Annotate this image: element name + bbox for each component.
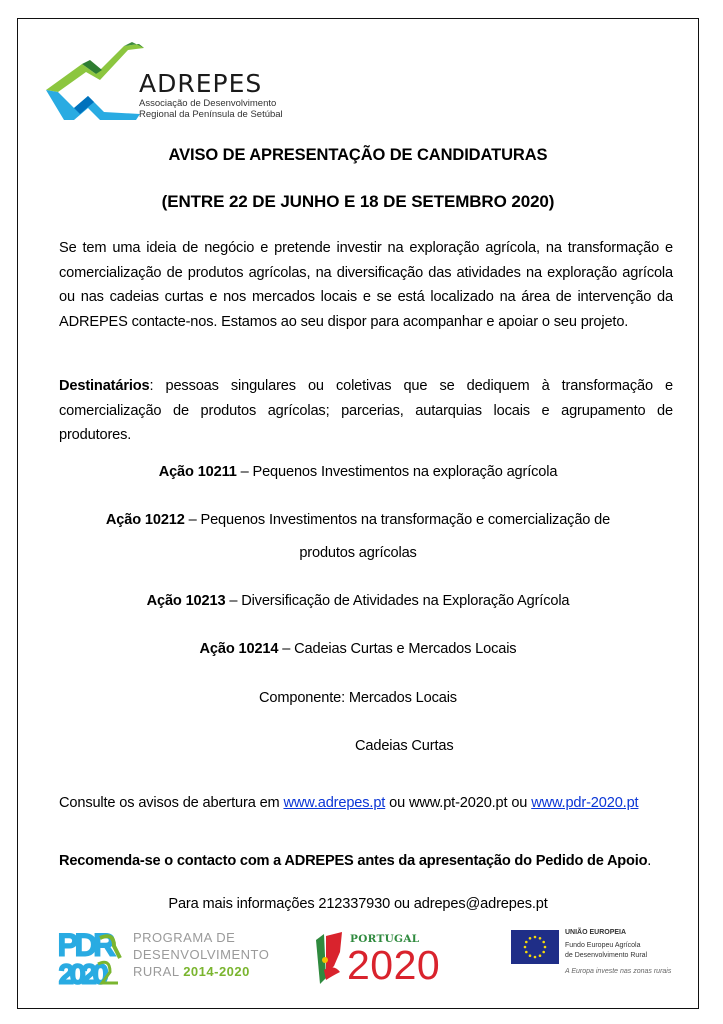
action-description: – Pequenos Investimentos na exploração agrícola xyxy=(236,464,558,480)
component-line-2: Cadeias Curtas xyxy=(355,738,454,754)
action-10212-continuation: produtos agrícolas xyxy=(299,545,417,561)
eu-heading: UNIÃO EUROPEIA xyxy=(565,929,627,936)
logo-name: ADREPES xyxy=(139,69,263,98)
notice-dates: (ENTRE 22 DE JUNHO E 18 DE SETEMBRO 2020) xyxy=(161,192,555,211)
action-description: – Pequenos Investimentos na transformação e comercialização de xyxy=(184,512,611,528)
pdr2020-mark-icon xyxy=(58,928,130,986)
action-code: Ação 10212 xyxy=(105,512,185,528)
action-description: – Cadeias Curtas e Mercados Locais xyxy=(278,641,517,657)
action-10213 xyxy=(20,593,696,609)
eu-line2: de Desenvolvimento Rural xyxy=(565,952,648,959)
eu-line1: Fundo Europeu Agrícola xyxy=(565,942,641,949)
consult-paragraph xyxy=(59,791,673,816)
pdr-line3-prefix: RURAL xyxy=(133,964,184,979)
adrepes-link[interactable]: www.adrepes.pt xyxy=(283,795,386,811)
portugal-year: 2020 xyxy=(347,942,441,988)
logo-subtitle-line2: Regional da Península de Setúbal xyxy=(139,109,283,120)
recommendation-end: . xyxy=(647,853,652,869)
logo-subtitle-line1: Associação de Desenvolvimento xyxy=(139,98,277,109)
pdr-mark-bottom: 2020 xyxy=(59,959,105,986)
adrepes-logo xyxy=(44,40,284,122)
consult-prefix: Consulte os avisos de abertura em xyxy=(59,795,284,811)
eu-line3: A Europa investe nas zonas rurais xyxy=(565,968,672,975)
pdr-2020-link[interactable]: www.pdr-2020.pt xyxy=(531,795,639,811)
component-line: Componente: Mercados Locais xyxy=(259,690,457,706)
pdr2020-logo xyxy=(58,928,278,988)
action-code: Ação 10214 xyxy=(199,641,279,657)
portugal2020-logo xyxy=(310,930,465,990)
recommendation-main: Recomenda-se o contacto com a ADREPES antes da apresentação do Pedido de Apoio xyxy=(59,853,648,869)
eu-flag-icon xyxy=(511,930,559,964)
notice-title: AVISO DE APRESENTAÇÃO DE CANDIDATURAS xyxy=(168,146,548,164)
pdr-years: 2014-2020 xyxy=(183,964,250,979)
consult-middle: ou www.pt-2020.pt ou xyxy=(385,795,532,811)
recommendation-text xyxy=(59,853,651,869)
intro-paragraph: Se tem uma ideia de negócio e pretende investir na exploração agrícola, na transformação e comercialização de produtos agrícolas, na diversificação das atividades na exploração agrícola ou nas cadeias curtas e nos mercados locais e se está localizado na área de intervenção da ADREPES contacte-nos. Estamos ao seu dispor para acompanhar e apoiar o seu projeto. xyxy=(59,240,673,330)
pdr-line2: DESENVOLVIMENTO xyxy=(133,947,270,962)
action-code: Ação 10213 xyxy=(146,593,226,609)
action-code: Ação 10211 xyxy=(158,464,237,480)
recipients-label: Destinatários xyxy=(59,378,150,394)
adrepes-logo-mark-icon xyxy=(44,40,144,122)
action-10214 xyxy=(20,641,696,657)
action-10211 xyxy=(20,464,696,480)
pdr-mark-top: PDR xyxy=(58,929,113,962)
pdr-line1: PROGRAMA DE xyxy=(133,930,236,945)
recipients-text: : pessoas singulares ou coletivas que se dediquem à transformação e comercialização de produtos agrícolas; parcerias, autarquias locais e agrupamento de produtores. xyxy=(59,378,673,443)
contact-info: Para mais informações 212337930 ou adrepes@adrepes.pt xyxy=(168,896,548,912)
action-10212 xyxy=(20,512,696,528)
recipients-paragraph xyxy=(59,374,673,448)
pdr-line3 xyxy=(133,964,250,979)
portugal-flag-icon xyxy=(310,930,350,988)
action-description: – Diversificação de Atividades na Exploração Agrícola xyxy=(225,593,570,609)
portugal-label: PORTUGAL xyxy=(350,933,420,945)
eu-logo xyxy=(511,928,681,983)
